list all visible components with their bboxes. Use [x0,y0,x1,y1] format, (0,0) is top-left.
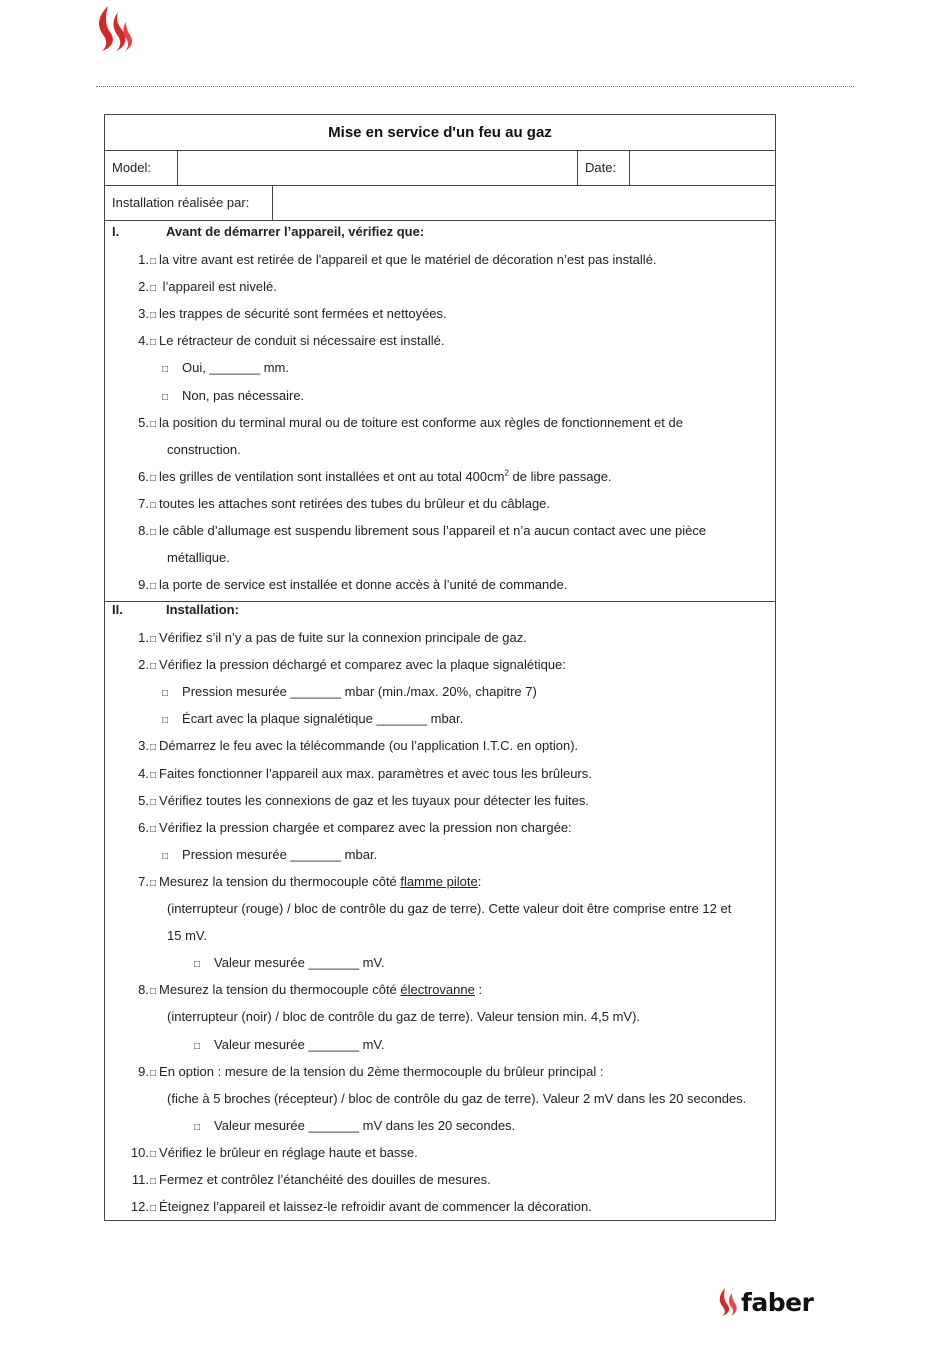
sub-option-text: Oui, _______ mm. [182,360,289,376]
item-number: 9. [138,577,149,593]
checkbox-icon[interactable]: □ [150,1203,157,1215]
item-text-after: de libre passage. [508,468,612,484]
date-field[interactable] [630,151,775,185]
checkbox-icon[interactable]: □ [194,1121,201,1133]
item-text-after: : [477,873,482,889]
checkbox-icon[interactable]: □ [150,310,157,322]
checklist-item [105,737,578,755]
checkbox-icon[interactable]: □ [150,769,157,781]
item-number: 4. [138,765,149,781]
checklist-item [105,792,589,810]
item-text: Vérifiez la pression chargée et comparez avec la pression non chargée: [159,819,572,835]
commissioning-form [104,114,776,1221]
item-number: 11. [131,1172,149,1187]
checklist-item [105,495,550,513]
item-text: Vérifiez le brûleur en réglage haute et basse. [159,1144,418,1160]
installer-field[interactable] [273,186,775,220]
item-number: 6. [138,819,149,835]
item-continuation: construction. [167,441,241,457]
sub-option-text: Valeur mesurée _______ mV dans les 20 secondes. [214,1117,516,1133]
checklist-item [105,251,657,269]
installer-row [105,186,775,221]
item-text: l’appareil est nivelé. [159,279,277,295]
checkbox-icon[interactable]: □ [162,391,169,403]
installer-label: Installation réalisée par: [105,186,273,220]
checkbox-icon[interactable]: □ [150,1148,157,1160]
sub-option [161,846,377,864]
checklist-item [105,305,447,323]
checklist-item [105,1144,418,1162]
item-text: Démarrez le feu avec la télécommande (ou l’application I.T.C. en option). [159,738,579,754]
checklist-item [105,468,612,486]
flame-logo-icon [94,4,134,52]
checkbox-icon[interactable]: □ [150,527,157,538]
checkbox-icon[interactable]: □ [150,877,157,889]
item-text: Vérifiez s’il n’y a pas de fuite sur la connexion principale de gaz. [159,630,527,645]
item-text: Le rétracteur de conduit si nécessaire est installé. [159,333,445,349]
checkbox-icon[interactable]: □ [194,1040,201,1052]
item-text: Fermez et contrôlez l’étanchéité des douilles de mesures. [159,1172,491,1187]
item-text: toutes les attaches sont retirées des tubes du brûleur et du câblage. [159,495,551,511]
item-text-after: : [474,982,483,998]
item-text: En option : mesure de la tension du 2ème thermocouple du brûleur principal : [159,1063,604,1079]
item-number: 8. [138,982,149,998]
checkbox-icon[interactable]: □ [162,715,169,727]
model-date-row [105,151,775,186]
section-installation [105,602,775,1225]
item-text: Vérifiez la pression déchargé et comparez avec la plaque signalétique: [159,657,566,673]
item-text: le câble d’allumage est suspendu librement sous l’appareil et n’a aucun contact avec une pièce [159,523,707,538]
item-emphasis: électrovanne [400,982,475,998]
sub-option-text: Valeur mesurée _______ mV. [214,955,385,971]
item-number: 8. [138,523,149,538]
checklist-item [105,765,592,783]
item-emphasis: flamme pilote [400,873,478,889]
checkbox-icon[interactable]: □ [150,256,157,267]
checkbox-icon[interactable]: □ [150,337,157,349]
section-number: II. [112,602,123,617]
sub-option [193,954,385,972]
checklist-item [105,819,572,837]
section-heading: Installation: [166,602,239,617]
checkbox-icon[interactable]: □ [150,418,157,430]
checkbox-icon[interactable]: □ [150,472,157,484]
item-text: Mesurez la tension du thermocouple côté [159,982,401,998]
item-continuation: (interrupteur (noir) / bloc de contrôle du gaz de terre). Valeur tension min. 4,5 mV). [167,1009,641,1025]
item-text: les grilles de ventilation sont installées et ont au total 400cm [159,468,505,484]
checkbox-icon[interactable]: □ [150,1176,157,1187]
checkbox-icon[interactable]: □ [150,796,157,808]
checkbox-icon[interactable]: □ [150,634,157,645]
item-continuation: (interrupteur (rouge) / bloc de contrôle du gaz de terre). Cette valeur doit être comprise entre 12 et [167,901,732,916]
checklist-item [105,981,482,999]
item-text: la position du terminal mural ou de toiture est conforme aux règles de fonctionnement et de [159,414,683,430]
checkbox-icon[interactable]: □ [194,959,201,971]
item-number: 6. [138,468,149,484]
brand-name: faber [741,1287,814,1317]
section-heading: Avant de démarrer l’appareil, vérifiez que: [166,224,425,239]
checklist-item [105,656,566,674]
section-number: I. [112,224,120,239]
sub-option [161,683,537,701]
item-number: 1. [138,630,149,645]
sub-option [193,1036,385,1054]
faber-logo [717,1285,819,1319]
checkbox-icon[interactable]: □ [150,986,157,998]
item-number: 7. [138,495,149,511]
sub-option-text: Non, pas nécessaire. [182,387,305,403]
flame-logo-icon [717,1287,739,1317]
item-number: 5. [138,414,149,430]
sub-option-text: Valeur mesurée _______ mV. [214,1036,385,1052]
checkbox-icon[interactable]: □ [150,661,157,673]
checklist-item [105,332,444,350]
model-field[interactable] [178,151,578,185]
item-text: Vérifiez toutes les connexions de gaz et les tuyaux pour détecter les fuites. [159,792,590,808]
section-before-start [105,221,775,602]
item-number: 1. [138,252,149,267]
item-number: 2. [138,657,149,673]
item-superscript: 2 [504,468,509,478]
item-text: la vitre avant est retirée de l'appareil et que le matériel de décoration n’est pas installé. [159,252,657,267]
checklist-item [105,414,683,432]
item-text: Faites fonctionner l’appareil aux max. paramètres et avec tous les brûleurs. [159,765,592,781]
item-continuation: métallique. [167,550,230,566]
checklist-item [105,576,567,594]
checkbox-icon[interactable]: □ [150,283,157,295]
checkbox-icon[interactable]: □ [162,688,169,700]
checkbox-icon[interactable]: □ [150,823,157,835]
item-text: Mesurez la tension du thermocouple côté [159,873,401,889]
item-continuation: (fiche à 5 broches (récepteur) / bloc de contrôle du gaz de terre). Valeur 2 mV dans les 20 secondes. [167,1090,747,1106]
item-number: 3. [138,738,149,754]
date-label: Date: [578,151,630,185]
header-divider [96,86,854,87]
checklist-item [105,1171,491,1189]
checkbox-icon[interactable]: □ [150,742,157,754]
item-text: la porte de service est installée et donne accès à l’unité de commande. [159,577,568,593]
checkbox-icon[interactable]: □ [162,364,169,376]
item-number: 3. [138,306,149,322]
sub-option-text: Pression mesurée _______ mbar. [182,846,378,862]
item-continuation: 15 mV. [167,928,207,944]
sub-option [193,1117,515,1135]
item-number: 10. [130,1144,149,1160]
sub-option-text: Écart avec la plaque signalétique _______ mbar. [182,711,464,727]
item-number: 7. [138,873,149,889]
sub-option [161,710,463,728]
item-number: 2. [138,279,149,295]
checkbox-icon[interactable]: □ [150,1067,157,1079]
checkbox-icon[interactable]: □ [150,581,157,593]
checkbox-icon[interactable]: □ [150,499,157,511]
checklist-item [105,522,706,540]
item-text: Éteignez l’appareil et laissez-le refroidir avant de commencer la décoration. [159,1199,592,1215]
item-number: 5. [138,792,149,808]
item-number: 9. [138,1063,149,1079]
form-title: Mise en service d'un feu au gaz [105,115,775,151]
item-number: 12. [130,1199,149,1215]
checklist-item [105,873,481,891]
checklist-item [105,1063,603,1081]
checkbox-icon[interactable]: □ [162,850,169,862]
model-label: Model: [105,151,178,185]
sub-option [161,387,304,405]
item-number: 4. [138,333,149,349]
item-text: les trappes de sécurité sont fermées et nettoyées. [159,306,447,322]
checklist-item [105,278,277,296]
sub-option [161,359,289,377]
checklist-item [105,1198,592,1216]
sub-option-text: Pression mesurée _______ mbar (min./max. 20%, chapitre 7) [182,684,537,700]
checklist-item [105,629,527,647]
